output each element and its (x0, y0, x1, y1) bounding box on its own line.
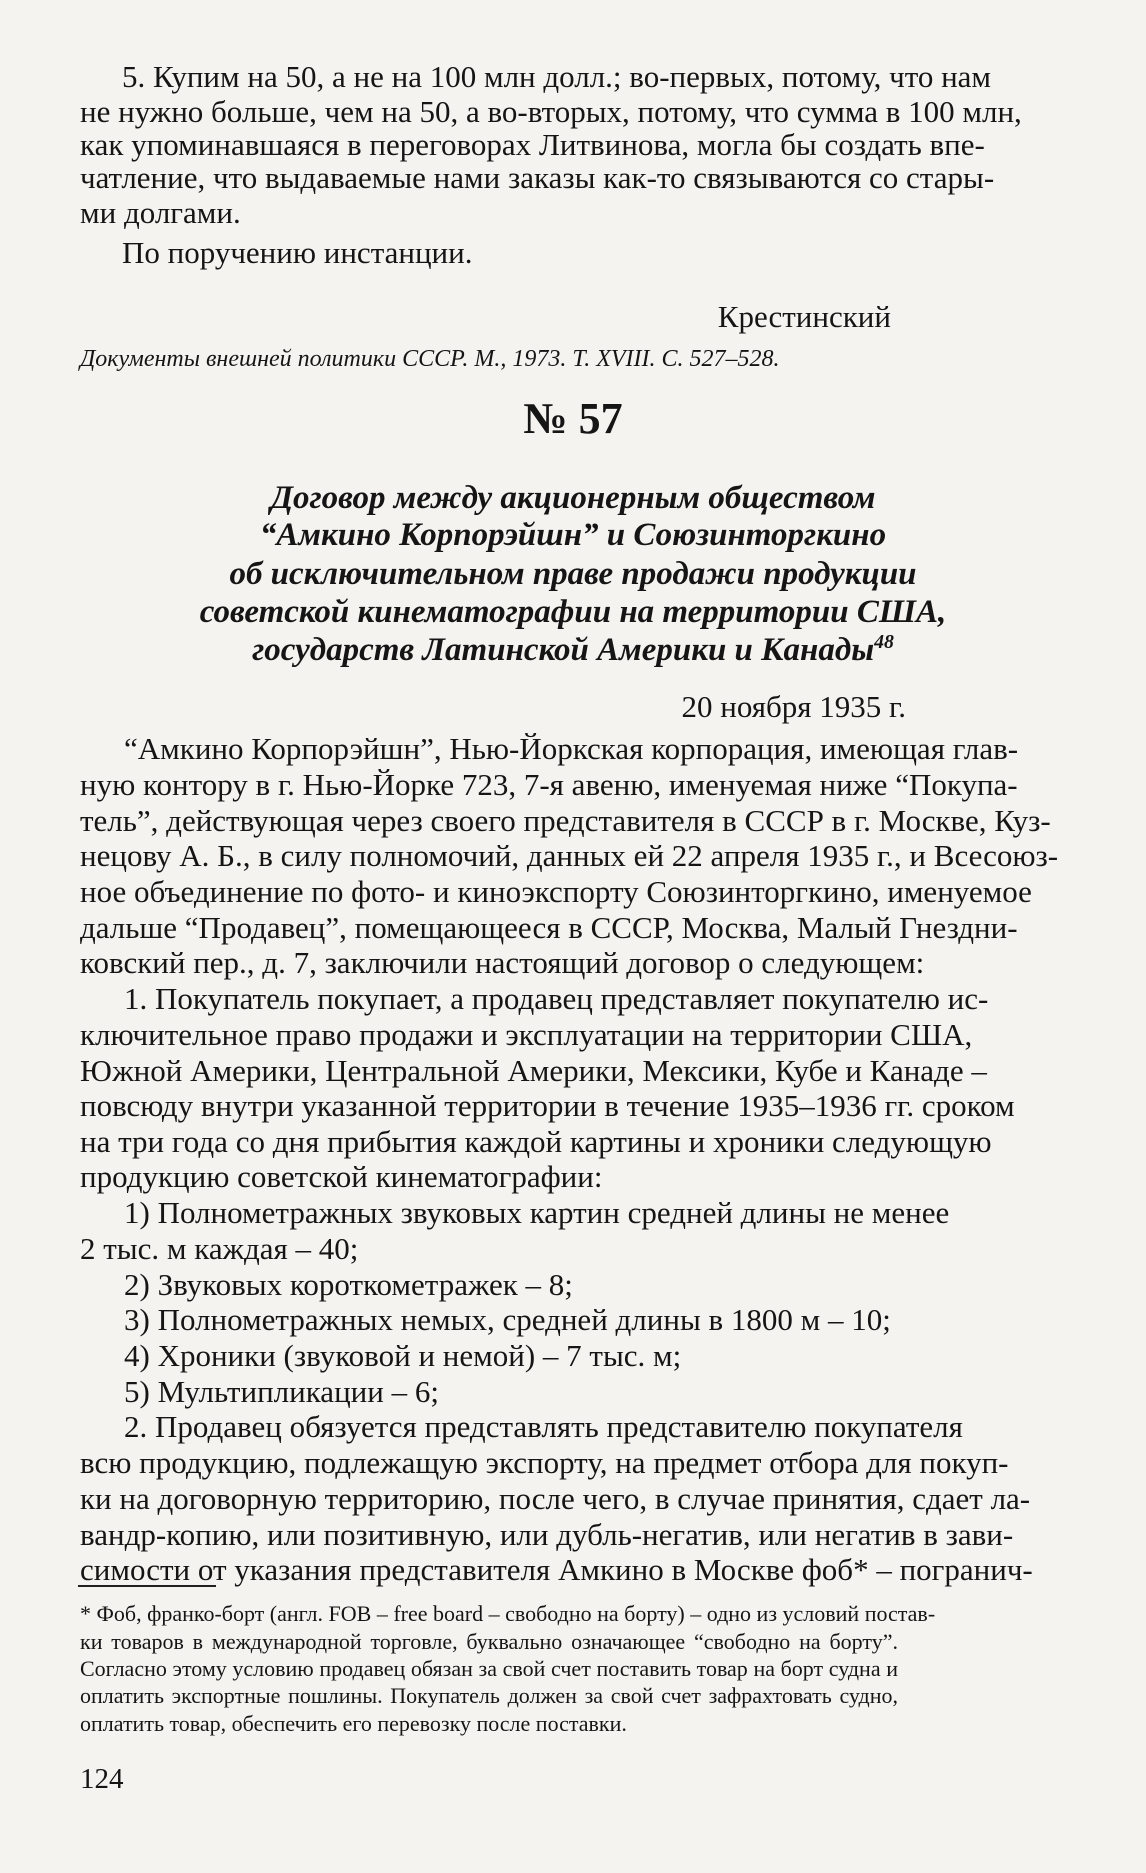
document-title-line: советской кинематографии на территории США, (199, 594, 947, 630)
footnote-ref: 48 (874, 631, 894, 653)
footnote-line: оплатить экспортные пошлины. Покупатель должен за свой счет зафрахтовать судно, (80, 1683, 898, 1708)
text-line: ми долгами. (80, 195, 241, 230)
signature: Крестинский (717, 299, 891, 334)
text-line: 2. Продавец обязуется представлять представителю покупателя (124, 1409, 963, 1444)
document-date: 20 ноября 1935 г. (681, 689, 906, 724)
text-line: не нужно больше, чем на 50, а во-вторых, потому, что сумма в 100 млн, (80, 94, 1022, 129)
document-number: № 57 (523, 394, 623, 443)
footnote-line: Согласно этому условию продавец обязан за свой счет поставить товар на борт судна и (80, 1656, 898, 1681)
text-line: нецову А. Б., в силу полномочий, данных ей 22 апреля 1935 г., и Всесоюз- (80, 838, 1059, 873)
text-line: ное объединение по фото- и киноэкспорту Союзинторгкино, именуемое (80, 874, 1032, 909)
text-line: дальше “Продавец”, помещающееся в СССР, Москва, Малый Гнездни- (80, 910, 1018, 945)
text-line: чатление, что выдаваемые нами заказы как-то связываются со стары- (80, 160, 995, 195)
footnote-line: ки товаров в международной торговле, буквально означающее “свободно на борту”. (80, 1629, 898, 1654)
text-line: повсюду внутри указанной территории в течение 1935–1936 гг. сроком (80, 1088, 1015, 1123)
text-line: ки на договорную территорию, после чего, в случае принятия, сдает ла- (80, 1481, 1031, 1516)
document-title-text: государств Латинской Америки и Канады (252, 632, 875, 668)
document-title-line (0, 632, 1146, 668)
text-line: ковский пер., д. 7, заключили настоящий договор о следующем: (80, 945, 925, 980)
text-line: 1. Покупатель покупает, а продавец представляет покупателю ис- (124, 981, 989, 1016)
document-title-line: Договор между акционерным обществом (270, 480, 876, 516)
footnote-line: * Фоб, франко-борт (англ. FOB – free board – свободно на борту) – одно из условий постав- (80, 1601, 936, 1626)
text-line: Южной Америки, Центральной Америки, Мексики, Кубе и Канаде – (80, 1053, 987, 1088)
text-line: на три года со дня прибытия каждой картины и хроники следующую (80, 1124, 992, 1159)
list-item: 2) Звуковых короткометражек – 8; (124, 1267, 573, 1302)
document-title-line: об исключительном праве продажи продукции (229, 556, 917, 592)
closing-line: По поручению инстанции. (122, 235, 473, 270)
text-line: вандр-копию, или позитивную, или дубль-негатив, или негатив в зави- (80, 1517, 1014, 1552)
footnote-line: оплатить товар, обеспечить его перевозку после поставки. (80, 1711, 627, 1736)
list-item: 5) Мультипликации – 6; (124, 1374, 439, 1409)
text-line: всю продукцию, подлежащую экспорту, на предмет отбора для покуп- (80, 1445, 1009, 1480)
text-line: 5. Купим на 50, а не на 100 млн долл.; во-первых, потому, что нам (122, 59, 992, 94)
page-number: 124 (80, 1763, 124, 1795)
text-line: “Амкино Корпорэйшн”, Нью-Йоркская корпорация, имеющая глав- (124, 731, 1019, 766)
document-title-line: “Амкино Корпорэйшн” и Союзинторгкино (259, 517, 887, 553)
footnote-divider (78, 1585, 216, 1587)
list-item: 4) Хроники (звуковой и немой) – 7 тыс. м; (124, 1338, 682, 1373)
list-item: 1) Полнометражных звуковых картин средней длины не менее (124, 1195, 950, 1230)
list-item: 3) Полнометражных немых, средней длины в 1800 м – 10; (124, 1302, 891, 1337)
text-line: тель”, действующая через своего представителя в СССР в г. Москве, Куз- (80, 803, 1051, 838)
text-line: продукцию советской кинематографии: (80, 1159, 603, 1194)
text-line: ную контору в г. Нью-Йорке 723, 7-я авеню, именуемая ниже “Покупа- (80, 767, 1018, 802)
text-line: как упоминавшаяся в переговорах Литвинова, могла бы создать впе- (80, 127, 985, 162)
text-line: 2 тыс. м каждая – 40; (80, 1231, 359, 1266)
text-line: ключительное право продажи и эксплуатации на территории США, (80, 1017, 973, 1052)
text-line: симости от указания представителя Амкино в Москве фоб* – погранич- (80, 1552, 1033, 1587)
source-citation: Документы внешней политики СССР. М., 1973. Т. XVIII. С. 527–528. (80, 346, 780, 372)
